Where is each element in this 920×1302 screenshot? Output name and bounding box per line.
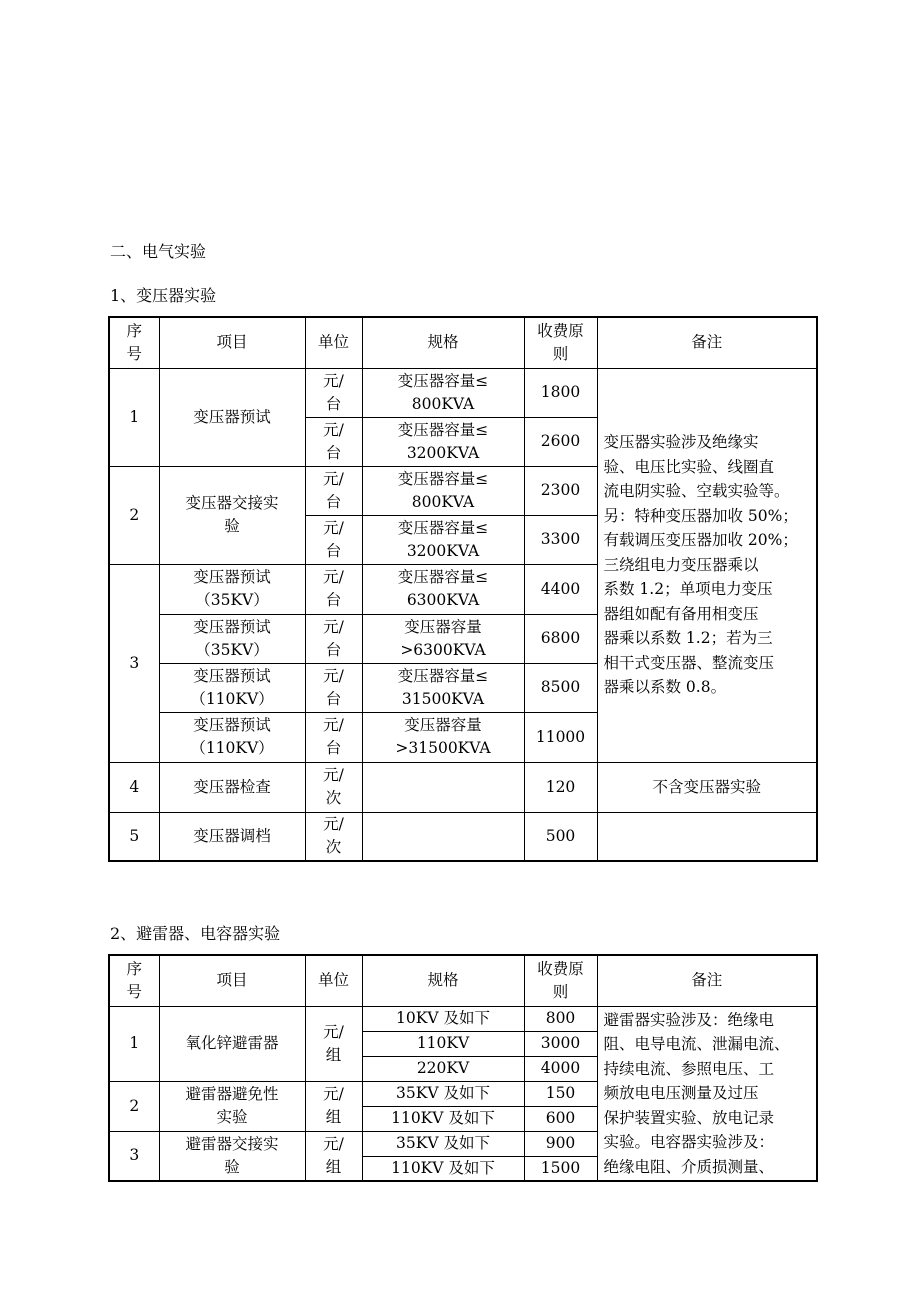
header-spec: 规格 [362, 317, 524, 368]
row-spec: 变压器容量≤ 31500KVA [362, 663, 524, 712]
transformer-fee-table [108, 316, 818, 862]
row-seq: 1 [109, 1006, 159, 1081]
header-fee: 收费原 则 [524, 955, 597, 1006]
row-item: 避雷器交接实 验 [159, 1131, 305, 1181]
row-spec: 变压器容量≤ 800KVA [362, 466, 524, 515]
row-fee: 900 [524, 1131, 597, 1156]
subsection-title-transformer: 1、变压器实验 [110, 286, 217, 305]
header-seq: 序 号 [109, 317, 159, 368]
row-item: 变压器预试 （35KV） [159, 614, 305, 663]
row-spec: 变压器容量≤ 3200KVA [362, 417, 524, 466]
row-seq: 5 [109, 812, 159, 861]
row-seq: 3 [109, 564, 159, 762]
row-seq: 3 [109, 1131, 159, 1181]
row-spec [362, 812, 524, 861]
row-unit: 元/ 台 [305, 663, 362, 712]
row-item: 氧化锌避雷器 [159, 1006, 305, 1081]
row-unit: 元/ 组 [305, 1081, 362, 1131]
table-header-row [109, 955, 817, 1006]
table-row [109, 1006, 817, 1031]
header-note: 备注 [597, 317, 817, 368]
header-fee: 收费原 则 [524, 317, 597, 368]
row-item: 变压器检查 [159, 762, 305, 812]
row-item: 变压器预试 [159, 368, 305, 466]
row-note [597, 812, 817, 861]
row-spec: 110KV 及如下 [362, 1106, 524, 1131]
row-spec: 变压器容量≤ 3200KVA [362, 515, 524, 564]
row-spec: 变压器容量 >6300KVA [362, 614, 524, 663]
row-fee: 800 [524, 1006, 597, 1031]
row-spec: 35KV 及如下 [362, 1081, 524, 1106]
row-seq: 1 [109, 368, 159, 466]
row-fee: 3000 [524, 1031, 597, 1056]
row-fee: 4000 [524, 1056, 597, 1081]
row-spec: 110KV 及如下 [362, 1156, 524, 1181]
header-note: 备注 [597, 955, 817, 1006]
row-item: 变压器调档 [159, 812, 305, 861]
row-spec: 变压器容量≤ 6300KVA [362, 564, 524, 614]
row-note: 不含变压器实验 [597, 762, 817, 812]
header-item: 项目 [159, 317, 305, 368]
row-fee: 11000 [524, 712, 597, 762]
section-title: 二、电气实验 [110, 242, 207, 261]
row-unit: 元/ 台 [305, 417, 362, 466]
table-row [109, 368, 817, 417]
row-fee: 2300 [524, 466, 597, 515]
row-fee: 6800 [524, 614, 597, 663]
row-unit: 元/ 台 [305, 368, 362, 417]
row-fee: 600 [524, 1106, 597, 1131]
table-header-row [109, 317, 817, 368]
row-unit: 元/ 次 [305, 762, 362, 812]
row-fee: 1500 [524, 1156, 597, 1181]
row-unit: 元/ 台 [305, 712, 362, 762]
row-fee: 500 [524, 812, 597, 861]
row-unit: 元/ 台 [305, 515, 362, 564]
transformer-note: 变压器实验涉及绝缘实 验、电压比实验、线圈直 流电阴实验、空载实验等。 另：特种变压器加收 50%； 有载调压变压器加收 20%； 三绕组电力变压器乘以 系数 1.2；单项电力变压 器组如配有备用相变压 器乘以系数 1.2；若为三 相干式变压器、整流变压 器乘以系数 0.8。 [597, 368, 817, 762]
row-seq: 2 [109, 1081, 159, 1131]
row-fee: 1800 [524, 368, 597, 417]
row-spec: 10KV 及如下 [362, 1006, 524, 1031]
row-unit: 元/ 组 [305, 1131, 362, 1181]
row-unit: 元/ 台 [305, 614, 362, 663]
header-item: 项目 [159, 955, 305, 1006]
row-item: 变压器预试 （35KV） [159, 564, 305, 614]
header-unit: 单位 [305, 317, 362, 368]
row-seq: 2 [109, 466, 159, 564]
row-unit: 元/ 次 [305, 812, 362, 861]
row-spec: 35KV 及如下 [362, 1131, 524, 1156]
row-fee: 4400 [524, 564, 597, 614]
row-spec: 110KV [362, 1031, 524, 1056]
row-item: 变压器预试 （110KV） [159, 663, 305, 712]
row-unit: 元/ 台 [305, 564, 362, 614]
table-row [109, 812, 817, 861]
row-fee: 3300 [524, 515, 597, 564]
row-spec [362, 762, 524, 812]
row-item: 变压器预试 （110KV） [159, 712, 305, 762]
table-row [109, 762, 817, 812]
row-fee: 120 [524, 762, 597, 812]
header-seq: 序 号 [109, 955, 159, 1006]
row-item: 变压器交接实 验 [159, 466, 305, 564]
row-item: 避雷器避免性 实验 [159, 1081, 305, 1131]
header-spec: 规格 [362, 955, 524, 1006]
row-fee: 2600 [524, 417, 597, 466]
header-unit: 单位 [305, 955, 362, 1006]
row-fee: 8500 [524, 663, 597, 712]
row-unit: 元/ 组 [305, 1006, 362, 1081]
arrester-note: 避雷器实验涉及：绝缘电 阻、电导电流、泄漏电流、 持续电流、参照电压、工 频放电电压测量及过压 保护装置实验、放电记录 实验。电容器实验涉及： 绝缘电阻、介质损测量、 [597, 1006, 817, 1181]
subsection-title-arrester: 2、避雷器、电容器实验 [110, 924, 281, 943]
row-unit: 元/ 台 [305, 466, 362, 515]
row-spec: 变压器容量 >31500KVA [362, 712, 524, 762]
row-spec: 变压器容量≤ 800KVA [362, 368, 524, 417]
row-spec: 220KV [362, 1056, 524, 1081]
row-fee: 150 [524, 1081, 597, 1106]
row-seq: 4 [109, 762, 159, 812]
arrester-fee-table [108, 954, 818, 1182]
